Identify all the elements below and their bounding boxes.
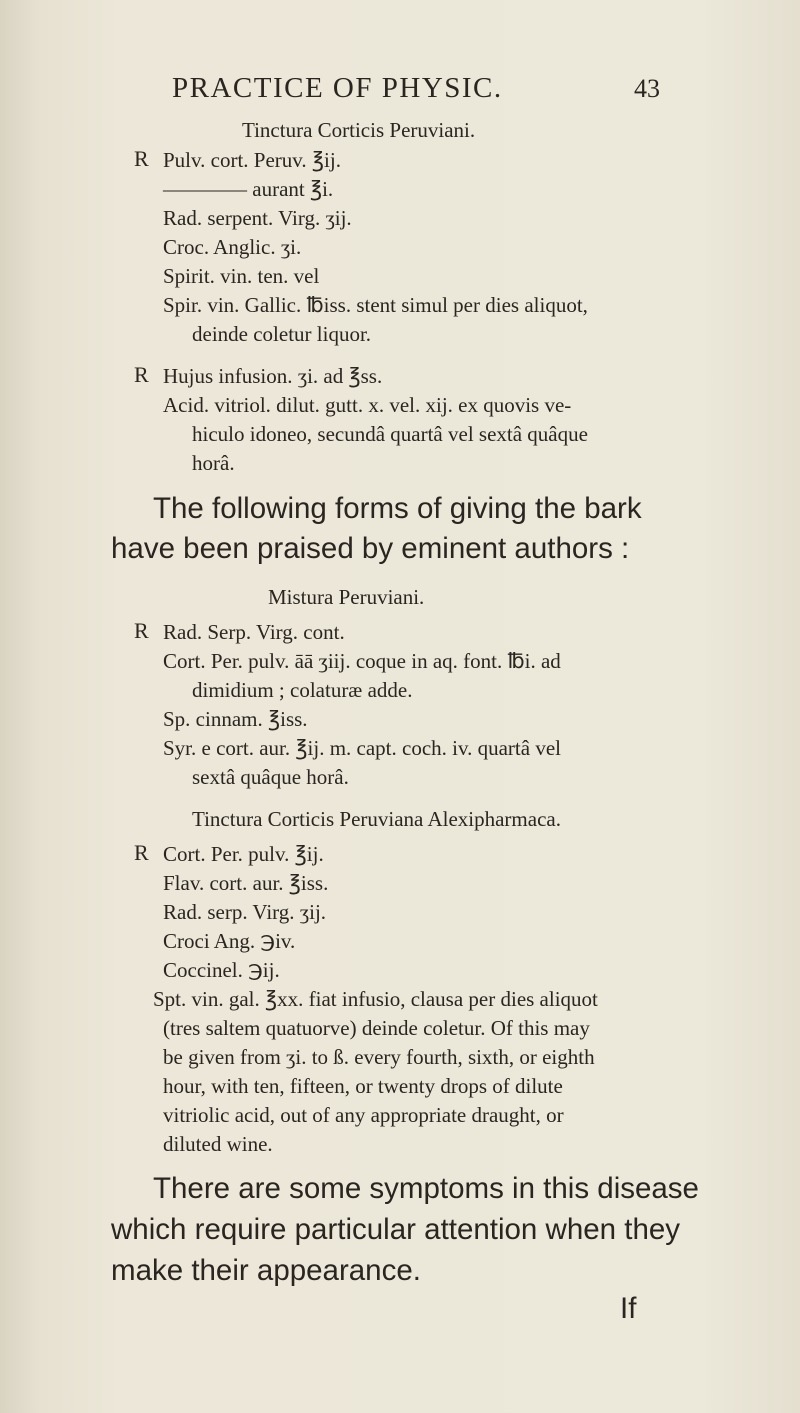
recipe-line: Coccinel. ℈ij. [163,958,280,982]
recipe-title: Tinctura Corticis Peruviani. [242,118,476,142]
recipe-line: Syr. e cort. aur. ℥ij. m. capt. coch. iv. quartâ vel [163,736,561,760]
recipe-line: Cort. Per. pulv. ℥ij. [163,842,324,866]
recipe-line: Croc. Anglic. ʒi. [163,235,302,259]
recipe-line: Pulv. cort. Peruv. ℥ij. [163,148,341,172]
recipe-line: Rad. serp. Virg. ʒij. [163,900,327,924]
recipe-line: deinde coletur liquor. [192,322,372,346]
body-text: have been praised by eminent authors : [111,532,630,565]
recipe-line: be given from ʒi. to ß. every fourth, sixth, or eighth [163,1045,595,1069]
recipe-line: diluted wine. [163,1132,273,1156]
recipe-line: vitriolic acid, out of any appropriate draught, or [163,1103,564,1127]
body-text: make their appearance. [111,1254,421,1287]
header-title: PRACTICE OF PHYSIC. [172,72,503,104]
recipe-line: hiculo idoneo, secundâ quartâ vel sextâ quâque [192,422,588,446]
recipe-line: Spt. vin. gal. ℥xx. fiat infusio, clausa per dies aliquot [153,987,598,1011]
recipe-line: sextâ quâque horâ. [192,765,349,789]
body-text: The following forms of giving the bark [153,492,642,525]
recipe-title: Mistura Peruviani. [268,585,425,609]
recipe-line: Spir. vin. Gallic. ℔iss. stent simul per dies aliquot, [163,293,588,317]
running-header [172,72,660,105]
recipe-line: hour, with ten, fifteen, or twenty drops of dilute [163,1074,563,1098]
body-text: which require particular attention when they [111,1213,681,1246]
catchword: If [620,1292,637,1325]
recipe-line: ———— aurant ℥i. [163,177,334,201]
recipe-line: Sp. cinnam. ℥iss. [163,707,308,731]
recipe-symbol: R [134,362,149,387]
recipe-symbol: R [134,618,149,643]
recipe-line: horâ. [192,451,235,475]
recipe-symbol: R [134,840,149,865]
recipe-line: Cort. Per. pulv. āā ʒiij. coque in aq. font. ℔i. ad [163,649,561,673]
recipe-line: Hujus infusion. ʒi. ad ℥ss. [163,364,383,388]
recipe-line: Flav. cort. aur. ℥iss. [163,871,329,895]
recipe-line: (tres saltem quatuorve) deinde coletur. Of this may [163,1016,590,1040]
recipe-title: Tinctura Corticis Peruviana Alexipharmaca. [192,807,561,831]
recipe-line: dimidium ; colaturæ adde. [192,678,413,702]
recipe-line: Rad. Serp. Virg. cont. [163,620,345,644]
recipe-line: Spirit. vin. ten. vel [163,264,320,288]
recipe-line: Croci Ang. ℈iv. [163,929,296,953]
recipe-symbol: R [134,146,149,171]
page-number: 43 [634,74,660,103]
body-text: There are some symptoms in this disease [153,1172,699,1205]
recipe-line: Acid. vitriol. dilut. gutt. x. vel. xij. ex quovis ve- [163,393,572,417]
recipe-line: Rad. serpent. Virg. ʒij. [163,206,352,230]
